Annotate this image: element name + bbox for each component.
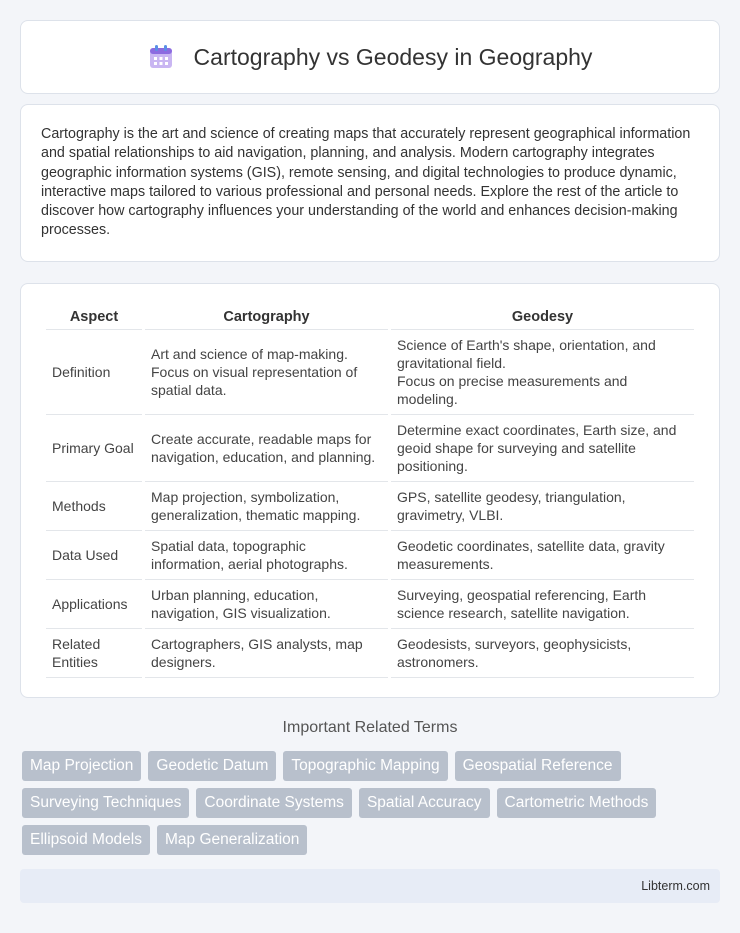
- cell-cartography: Urban planning, education, navigation, GIS visualization.: [145, 580, 388, 629]
- header-aspect: Aspect: [46, 306, 142, 330]
- table-row: [46, 415, 694, 482]
- cell-geodesy: Determine exact coordinates, Earth size, and geoid shape for surveying and satellite positioning.: [391, 415, 694, 482]
- table-row: [46, 482, 694, 531]
- related-term-tag[interactable]: Geodetic Datum: [148, 751, 276, 781]
- footer-brand[interactable]: Libterm.com: [641, 879, 710, 893]
- page-title: Cartography vs Geodesy in Geography: [193, 43, 593, 70]
- cell-aspect: Methods: [46, 482, 142, 531]
- related-term-tag[interactable]: Coordinate Systems: [196, 788, 352, 818]
- intro-text: Cartography is the art and science of creating maps that accurately represent geographical information and spatial relationships to aid navigation, planning, and analysis. Modern cartography integrates geographic information systems (GIS), remote sensing, and digital technologies to produce dynamic, interactive maps tailored to various professional and personal needs. Explore the rest of the article to discover how cartography influences your understanding of the world and enhances decision-making processes.: [41, 126, 691, 239]
- related-term-tag[interactable]: Spatial Accuracy: [359, 788, 490, 818]
- cell-geodesy: Science of Earth's shape, orientation, and gravitational field. Focus on precise measurements and modeling.: [391, 330, 694, 415]
- header-geodesy: Geodesy: [391, 306, 694, 330]
- intro-card: [20, 104, 720, 262]
- cell-cartography: Spatial data, topographic information, aerial photographs.: [145, 531, 388, 580]
- related-term-tag[interactable]: Cartometric Methods: [497, 788, 657, 818]
- related-terms-list: [22, 751, 722, 855]
- cell-aspect: Applications: [46, 580, 142, 629]
- related-term-tag[interactable]: Map Projection: [22, 751, 141, 781]
- cell-geodesy: GPS, satellite geodesy, triangulation, gravimetry, VLBI.: [391, 482, 694, 531]
- cell-geodesy: Surveying, geospatial referencing, Earth science research, satellite navigation.: [391, 580, 694, 629]
- related-term-tag[interactable]: Topographic Mapping: [283, 751, 447, 781]
- cell-aspect: Related Entities: [46, 629, 142, 678]
- cell-cartography: Art and science of map-making. Focus on visual representation of spatial data.: [145, 330, 388, 415]
- title-card: [20, 20, 720, 94]
- cell-cartography: Cartographers, GIS analysts, map designers.: [145, 629, 388, 678]
- cell-aspect: Data Used: [46, 531, 142, 580]
- cell-geodesy: Geodetic coordinates, satellite data, gravity measurements.: [391, 531, 694, 580]
- cell-geodesy: Geodesists, surveyors, geophysicists, astronomers.: [391, 629, 694, 678]
- cell-aspect: Definition: [46, 330, 142, 415]
- related-term-tag[interactable]: Ellipsoid Models: [22, 825, 150, 855]
- header-cartography: Cartography: [145, 306, 388, 330]
- table-header-row: [46, 306, 694, 330]
- related-term-tag[interactable]: Surveying Techniques: [22, 788, 189, 818]
- related-term-tag[interactable]: Map Generalization: [157, 825, 307, 855]
- footer: [20, 869, 720, 903]
- related-terms-title: Important Related Terms: [282, 719, 458, 736]
- cell-aspect: Primary Goal: [46, 415, 142, 482]
- cell-cartography: Create accurate, readable maps for navigation, education, and planning.: [145, 415, 388, 482]
- related-term-tag[interactable]: Geospatial Reference: [455, 751, 621, 781]
- table-row: [46, 629, 694, 678]
- table-row: [46, 531, 694, 580]
- table-row: [46, 330, 694, 415]
- calendar-icon: [148, 44, 174, 70]
- comparison-table-card: [20, 283, 720, 698]
- comparison-table: [43, 306, 697, 678]
- table-row: [46, 580, 694, 629]
- cell-cartography: Map projection, symbolization, generalization, thematic mapping.: [145, 482, 388, 531]
